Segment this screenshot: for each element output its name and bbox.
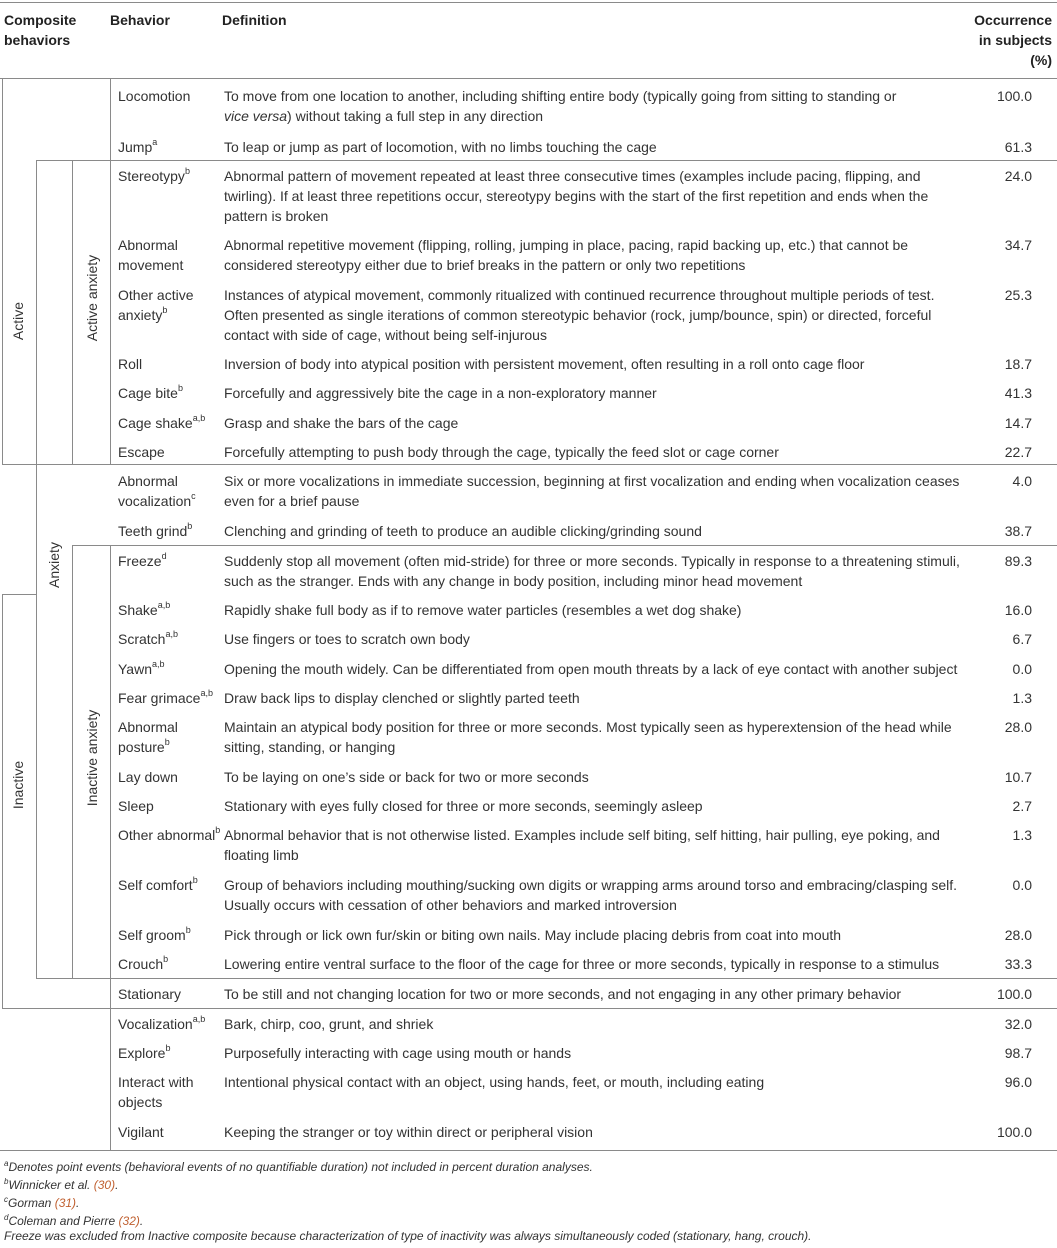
table-row: Self groom$^b$ xyxy=(118,925,191,943)
row-definition: Intentional physical contact with an object, using hands, feet, or mouth, including eating xyxy=(224,1074,765,1090)
header-definition: Definition xyxy=(222,12,287,28)
row-occurrence: 38.7 xyxy=(1004,523,1032,539)
row-definition: To move from one location to another, including shifting entire body (typically going from sitting to standing or vice versa) without taking a full step in any direction xyxy=(224,88,897,124)
row-occurrence: 100.0 xyxy=(996,88,1032,104)
table-row: Interact with objects xyxy=(118,1074,194,1110)
row-definition: Keeping the stranger or toy within direct or peripheral vision xyxy=(224,1124,593,1140)
header-occurrence: Occurrence in subjects (%) xyxy=(974,12,1052,68)
row-definition: Stationary with eyes fully closed for three or more seconds, seemingly asleep xyxy=(224,798,703,814)
header-composite: Composite behaviors xyxy=(4,12,77,48)
row-definition: Grasp and shake the bars of the cage xyxy=(224,415,459,431)
table-row: Self comfort$^b$ xyxy=(118,875,198,893)
table-row: Scratch$^{a,b}$ xyxy=(118,629,178,647)
table-row: Abnormal vocalization$^c$ xyxy=(118,473,196,509)
inactive-top xyxy=(2,594,36,595)
footnote-b: $^b$Winnicker et al. (30). xyxy=(4,1177,119,1192)
row-occurrence: 34.7 xyxy=(1004,237,1032,253)
active-anx-left xyxy=(72,160,73,464)
row-definition: Opening the mouth widely. Can be differentiated from open mouth threats by a lack of eye contact with another subject xyxy=(224,661,958,677)
footnote-freeze: Freeze was excluded from Inactive composite because characterization of type of inactivity was always simultaneously coded (stationary, hang, crouch). xyxy=(4,1229,812,1243)
inactive-anx-bottom xyxy=(72,978,1057,979)
row-definition: Forcefully attempting to push body through the cage, typically the feed slot or cage corner xyxy=(224,444,779,460)
row-definition: Purposefully interacting with cage using mouth or hands xyxy=(224,1045,572,1061)
row-definition: Abnormal behavior that is not otherwise listed. Examples include self biting, self hitting, hair pulling, eye poking, and floating limb xyxy=(224,827,940,863)
row-definition: To be laying on one’s side or back for two or more seconds xyxy=(224,769,589,785)
row-occurrence: 14.7 xyxy=(1004,415,1032,431)
citation-link[interactable]: (30) xyxy=(93,1178,116,1192)
row-definition: Bark, chirp, coo, grunt, and shriek xyxy=(224,1016,434,1032)
row-definition: Maintain an atypical body position for three or more seconds. Most typically seen as hyperextension of the head while sitting, standing, or hanging xyxy=(224,719,952,755)
inactive-left xyxy=(2,594,3,1008)
inactive-right xyxy=(110,978,111,1008)
row-definition: Abnormal pattern of movement repeated at least three consecutive times (examples include pacing, flipping, and twirling). If at least three repetitions occur, stereotypy begins with the start of the first repetition and ends when the pattern is broken xyxy=(224,168,929,224)
other-left xyxy=(110,1008,111,1150)
table-row: Abnormal posture$^b$ xyxy=(118,719,178,755)
row-occurrence: 28.0 xyxy=(1004,927,1032,943)
row-occurrence: 4.0 xyxy=(1012,473,1032,489)
row-definition: Rapidly shake full body as if to remove water particles (resembles a wet dog shake) xyxy=(224,602,742,618)
inactive-anx-right xyxy=(110,545,111,978)
row-occurrence: 32.0 xyxy=(1004,1016,1032,1032)
header-behavior: Behavior xyxy=(110,12,170,28)
table-row: Other abnormal$^b$ xyxy=(118,825,221,843)
table-row: Shake$^{a,b}$ xyxy=(118,600,171,618)
table-row: Other active anxiety$^b$ xyxy=(118,287,194,323)
table-row: Explore$^b$ xyxy=(118,1043,171,1061)
table-row: Vocalization$^{a,b}$ xyxy=(118,1014,206,1032)
row-definition: Use fingers or toes to scratch own body xyxy=(224,631,470,647)
active-anx-right xyxy=(110,160,111,464)
row-occurrence: 25.3 xyxy=(1004,287,1032,303)
row-occurrence: 61.3 xyxy=(1004,139,1032,155)
row-occurrence: 41.3 xyxy=(1004,385,1032,401)
row-occurrence: 6.7 xyxy=(1012,631,1032,647)
bottom-rule xyxy=(0,1150,1057,1151)
table-row: Locomotion xyxy=(118,88,191,104)
row-definition: Lowering entire ventral surface to the floor of the cage for three or more seconds, typically in response to a stimulus xyxy=(224,956,940,972)
row-definition: Six or more vocalizations in immediate succession, beginning at first vocalization and ending when vocalization ceases even for a brief pause xyxy=(224,473,960,509)
table-row: Cage shake$^{a,b}$ xyxy=(118,413,206,431)
footnote-a: $^a$Denotes point events (behavioral events of no quantifiable duration) not included in percent duration analyses. xyxy=(4,1159,593,1174)
table-row: Vigilant xyxy=(118,1124,164,1140)
group-label-anxiety: Anxiety xyxy=(46,542,62,588)
row-definition: Abnormal repetitive movement (flipping, rolling, jumping in place, pacing, rapid backing up, etc.) that cannot be considered stereotypy either due to brief breaks in the pattern or only two repetitions xyxy=(224,237,909,273)
row-occurrence: 28.0 xyxy=(1004,719,1032,735)
table-row: Sleep xyxy=(118,798,154,814)
inactive-anx-left xyxy=(72,545,73,978)
row-occurrence: 98.7 xyxy=(1004,1045,1032,1061)
active-anx-bottom xyxy=(72,464,1057,465)
table-row: Crouch$^b$ xyxy=(118,954,169,972)
footnote-d: $^d$Coleman and Pierre (32). xyxy=(4,1213,144,1228)
row-definition: To leap or jump as part of locomotion, with no limbs touching the cage xyxy=(224,139,657,155)
row-occurrence: 1.3 xyxy=(1012,690,1032,706)
top-rule xyxy=(0,2,1057,3)
inactive-anx-top xyxy=(72,545,1057,546)
table-row: Fear grimace$^{a,b}$ xyxy=(118,688,213,706)
row-definition: Clenching and grinding of teeth to produce an audible clicking/grinding sound xyxy=(224,523,702,539)
table-row: Jump$^a$ xyxy=(118,137,158,155)
row-occurrence: 0.0 xyxy=(1012,661,1032,677)
anxiety-left xyxy=(36,160,37,978)
row-occurrence: 10.7 xyxy=(1004,769,1032,785)
row-occurrence: 100.0 xyxy=(996,1124,1032,1140)
footnote-c: $^c$Gorman (31). xyxy=(4,1195,80,1210)
row-definition: Pick through or lick own fur/skin or biting own nails. May include placing debris from coat into mouth xyxy=(224,927,842,943)
row-occurrence: 0.0 xyxy=(1012,877,1032,893)
row-occurrence: 16.0 xyxy=(1004,602,1032,618)
table-row: Stereotypy$^b$ xyxy=(118,166,190,184)
group-label-active: Active xyxy=(10,301,26,341)
row-occurrence: 89.3 xyxy=(1004,553,1032,569)
group-label-inactive: Inactive xyxy=(10,760,26,810)
row-definition: To be still and not changing location for two or more seconds, and not engaging in any other primary behavior xyxy=(224,986,902,1002)
row-occurrence: 1.3 xyxy=(1012,827,1032,843)
header-rule xyxy=(0,78,1057,79)
table-row: Abnormal movement xyxy=(118,237,184,273)
table-row: Escape xyxy=(118,444,165,460)
table-row: Yawn$^{a,b}$ xyxy=(118,659,165,677)
row-occurrence: 96.0 xyxy=(1004,1074,1032,1090)
active-left xyxy=(2,78,3,464)
row-definition: Suddenly stop all movement (often mid-stride) for three or more seconds. Typically in response to a threatening stimuli, such as the stranger. Ends with any change in body position, including minor head movement xyxy=(224,553,960,589)
active-right xyxy=(110,78,111,160)
row-definition: Forcefully and aggressively bite the cage in a non-exploratory manner xyxy=(224,385,657,401)
citation-link[interactable]: (31) xyxy=(54,1196,77,1210)
row-occurrence: 24.0 xyxy=(1004,168,1032,184)
row-occurrence: 2.7 xyxy=(1012,798,1032,814)
row-definition: Inversion of body into atypical position with persistent movement, often resulting in a roll onto cage floor xyxy=(224,356,865,372)
row-definition: Draw back lips to display clenched or slightly parted teeth xyxy=(224,690,580,706)
inactive-bottom xyxy=(2,1008,1057,1009)
table-row: Teeth grind$^b$ xyxy=(118,521,193,539)
row-occurrence: 18.7 xyxy=(1004,356,1032,372)
table-row: Cage bite$^b$ xyxy=(118,383,183,401)
row-definition: Instances of atypical movement, commonly ritualized with continued recurrence throughout multiple periods of test. Often presented as single iterations of common stereotypic behavior (rock, jump/bounce, spin) or directed, forceful contact with side of cage, without being self-injurous xyxy=(224,287,935,343)
citation-link[interactable]: (32) xyxy=(118,1214,140,1228)
table-row: Freeze$^d$ xyxy=(118,551,167,569)
table-row: Roll xyxy=(118,356,143,372)
active-anx-top xyxy=(36,160,1057,161)
row-occurrence: 22.7 xyxy=(1004,444,1032,460)
group-label-active-anxiety: Active anxiety xyxy=(84,254,100,342)
row-definition: Group of behaviors including mouthing/sucking own digits or wrapping arms around torso and embracing/clasping self. Usually occurs with cessation of other behaviors and marked introversion xyxy=(224,877,958,913)
table-row: Lay down xyxy=(118,769,178,785)
row-occurrence: 100.0 xyxy=(996,986,1032,1002)
group-label-inactive-anxiety: Inactive anxiety xyxy=(84,709,100,807)
table-row: Stationary xyxy=(118,986,182,1002)
row-occurrence: 33.3 xyxy=(1004,956,1032,972)
